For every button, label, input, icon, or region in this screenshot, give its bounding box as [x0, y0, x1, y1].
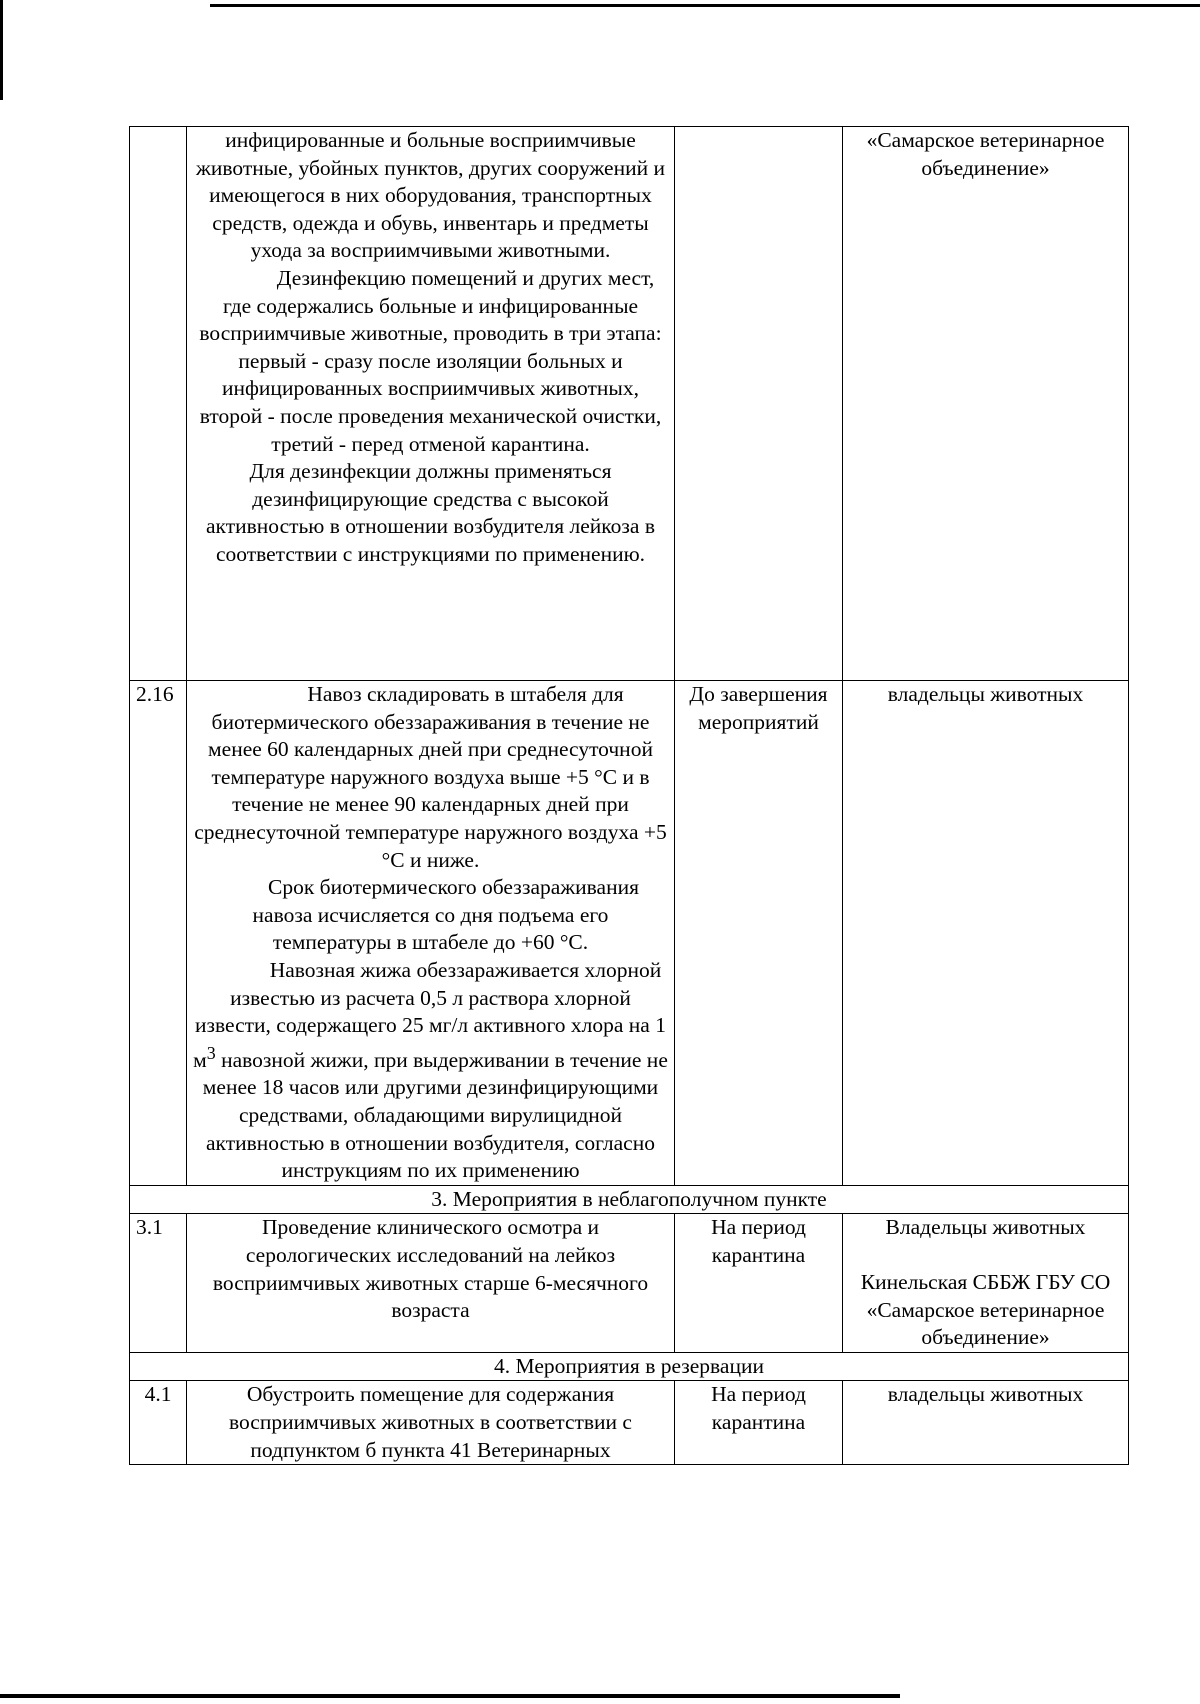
deadline: До завершения мероприятий — [675, 681, 843, 1186]
table-row-2-16 — [130, 681, 1129, 1186]
measure-description: Обустроить помещение для содержания восприимчивых животных в соответствии с подпунктом б пункта 41 Ветеринарных — [187, 1381, 675, 1465]
section-title: 4. Мероприятия в резервации — [130, 1352, 1129, 1381]
section-header-4 — [130, 1352, 1129, 1381]
table-row-continued — [130, 127, 1129, 681]
table-row-3-1 — [130, 1214, 1129, 1352]
measure-description: Проведение клинического осмотра и серологических исследований на лейкоз восприимчивых животных старше 6-месячного возраста — [187, 1214, 675, 1352]
measure-paragraph — [193, 957, 668, 1185]
section-header-3 — [130, 1185, 1129, 1214]
scan-edge-bottom — [0, 1694, 900, 1698]
table-row-4-1 — [130, 1381, 1129, 1465]
responsible: владельцы животных — [843, 1381, 1129, 1465]
row-number — [130, 127, 187, 681]
row-number: 4.1 — [130, 1381, 187, 1465]
row-number: 3.1 — [130, 1214, 187, 1352]
section-title: 3. Мероприятия в неблагополучном пункте — [130, 1185, 1129, 1214]
deadline: На период карантина — [675, 1214, 843, 1352]
measures-table — [129, 126, 1129, 1465]
blank-line — [849, 1242, 1122, 1269]
measure-text: Навозная жижа обеззараживается хлорной известью из расчета 0,5 л раствора хлорной извести, содержащего 25 мг/л активного хлора на 1 м — [193, 957, 666, 1072]
scan-edge-left — [0, 0, 3, 100]
measure-paragraph: инфицированные и больные восприимчивые животные, убойных пунктов, других сооружений и имеющегося в них оборудования, транспортных средств, одежда и обувь, инвентарь и предметы ухода за восприимчивыми животными. — [196, 128, 665, 263]
measure-text: навозной жижи, при выдерживании в течение не менее 18 часов или другими дезинфицирующими средствами, обладающими вирулицидной активностью в отношении возбудителя, согласно инструкциям по их применению — [202, 1047, 668, 1183]
responsible — [843, 1214, 1129, 1352]
measure-paragraph: Навоз складировать в штабеля для биотермического обеззараживания в течение не менее 60 календарных дней при среднесуточной температуре наружного воздуха выше +5 °С и в течение не менее 90 календарных дней при среднесуточной температуре наружного воздуха +5 °С и ниже. — [194, 682, 667, 872]
deadline: На период карантина — [675, 1381, 843, 1465]
responsible: «Самарское ветеринарное объединение» — [843, 127, 1129, 681]
responsible: владельцы животных — [843, 681, 1129, 1186]
row-number: 2.16 — [130, 681, 187, 1186]
responsible-owner: Владельцы животных — [885, 1215, 1086, 1240]
responsible-organization: Кинельская СББЖ ГБУ СО «Самарское ветеринарное объединение» — [860, 1270, 1111, 1350]
superscript: 3 — [206, 1042, 216, 1063]
measure-paragraph: Дезинфекцию помещений и других мест, где содержались больные и инфицированные восприимчивые животные, проводить в три этапа: первый - сразу после изоляции больных и инфицированных восприимчивых животных, второй - после проведения механической очистки, третий - перед отменой карантина. — [199, 265, 662, 456]
scan-edge-top — [210, 4, 1200, 7]
measure-paragraph: Для дезинфекции должны применяться дезинфицирующие средства с высокой активностью в отношении возбудителя лейкоза в соответствии с инструкциями по применению. — [206, 459, 655, 566]
measure-description — [187, 127, 675, 681]
measure-paragraph: Срок биотермического обеззараживания навоза исчисляется со дня подъема его температуры в штабеле до +60 °С. — [252, 875, 639, 955]
deadline — [675, 127, 843, 681]
measure-description — [187, 681, 675, 1186]
